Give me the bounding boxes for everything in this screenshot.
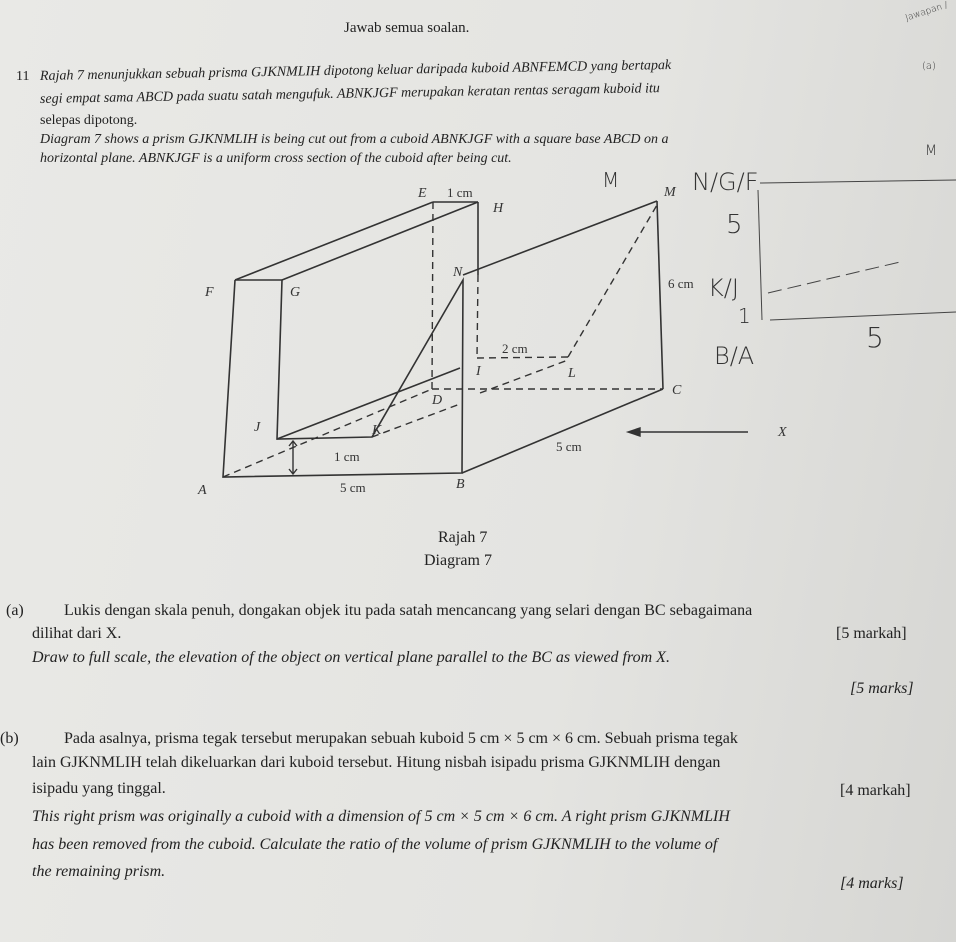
part-a-label: (a) bbox=[6, 602, 24, 619]
label-k: K bbox=[372, 423, 382, 438]
part-b-english-2: has been removed from the cuboid. Calculate the ratio of the volume of prism GJKNMLIH to the volume of bbox=[32, 836, 718, 853]
hand-five-a: 5 bbox=[726, 210, 743, 240]
label-i: I bbox=[476, 364, 481, 379]
question-english-1: Diagram 7 shows a prism GJKNMLIH is being cut out from a cuboid ABNKJGF with a square base ABCD on a bbox=[40, 132, 669, 147]
part-b-english-marks: [4 marks] bbox=[840, 875, 904, 892]
label-b: B bbox=[456, 477, 465, 492]
part-a-malay-2: dilihat dari X. bbox=[32, 625, 122, 642]
front-face bbox=[223, 280, 463, 477]
label-f: F bbox=[205, 285, 214, 300]
label-l: L bbox=[568, 366, 576, 381]
part-b-label: (b) bbox=[0, 730, 19, 747]
label-a: A bbox=[198, 483, 207, 498]
question-number: 11 bbox=[16, 69, 30, 84]
dim-bc: 5 cm bbox=[556, 439, 582, 454]
part-b-english-1: This right prism was originally a cuboid with a dimension of 5 cm × 5 cm × 6 cm. A right prism GJKNMLIH bbox=[32, 808, 730, 825]
part-a-malay-marks: [5 markah] bbox=[836, 625, 907, 642]
label-n: N bbox=[453, 265, 463, 280]
margin-label-a: (a) bbox=[922, 61, 936, 72]
part-a-malay-1: Lukis dengan skala penuh, dongakan objek itu pada satah mencancang yang selari dengan BC sebagaimana bbox=[64, 602, 753, 619]
part-b-malay-marks: [4 markah] bbox=[840, 782, 911, 799]
hand-five-b: 5 bbox=[866, 321, 884, 354]
label-h: H bbox=[493, 201, 504, 216]
hand-kj: K/J bbox=[708, 274, 739, 302]
label-e: E bbox=[418, 186, 427, 201]
dim-il: 2 cm bbox=[502, 341, 528, 356]
label-g: G bbox=[290, 285, 301, 300]
part-a-english: Draw to full scale, the elevation of the object on vertical plane parallel to the BC as viewed from X. bbox=[32, 649, 670, 666]
dim-height: 6 cm bbox=[668, 276, 694, 291]
hand-ngf: N/G/F bbox=[692, 168, 759, 196]
hand-corner-m: M bbox=[925, 143, 938, 159]
hand-m: M bbox=[602, 168, 620, 192]
label-c: C bbox=[672, 383, 682, 398]
question-malay-3: selepas dipotong. bbox=[40, 113, 138, 128]
question-malay-1: Rajah 7 menunjukkan sebuah prisma GJKNMLIH dipotong keluar daripada kuboid ABNFEMCD yang bertapak bbox=[39, 57, 672, 84]
part-b-malay-3: isipadu yang tinggal. bbox=[32, 780, 166, 797]
answer-margin-label: Jawapan / bbox=[904, 0, 950, 24]
part-a-english-marks: [5 marks] bbox=[850, 680, 914, 697]
hand-ba: B/A bbox=[714, 342, 755, 370]
dim-top: 1 cm bbox=[447, 185, 473, 200]
view-label-x: X bbox=[778, 425, 787, 440]
instruction: Jawab semua soalan. bbox=[344, 20, 470, 36]
label-m: M bbox=[664, 185, 676, 200]
part-b-malay-1: Pada asalnya, prisma tegak tersebut merupakan sebuah kuboid 5 cm × 5 cm × 6 cm. Sebuah prisma tegak bbox=[64, 730, 738, 747]
dim-jk-gap: 1 cm bbox=[334, 449, 360, 464]
hand-one: 1 bbox=[738, 304, 751, 328]
label-d: D bbox=[432, 393, 443, 408]
dim-ab: 5 cm bbox=[340, 480, 366, 495]
caption-malay: Rajah 7 bbox=[438, 529, 488, 546]
part-b-english-3: the remaining prism. bbox=[32, 863, 166, 880]
part-b-malay-2: lain GJKNMLIH telah dikeluarkan dari kuboid tersebut. Hitung nisbah isipadu prisma GJKNMLIH dengan bbox=[32, 754, 721, 771]
caption-english: Diagram 7 bbox=[424, 552, 492, 569]
question-english-2: horizontal plane. ABNKJGF is a uniform cross section of the cuboid after being cut. bbox=[40, 151, 512, 166]
question-malay-2: segi empat sama ABCD pada suatu satah mengufuk. ABNKJGF merupakan keratan rentas seragam kuboid itu bbox=[39, 81, 661, 107]
label-j: J bbox=[254, 420, 261, 435]
